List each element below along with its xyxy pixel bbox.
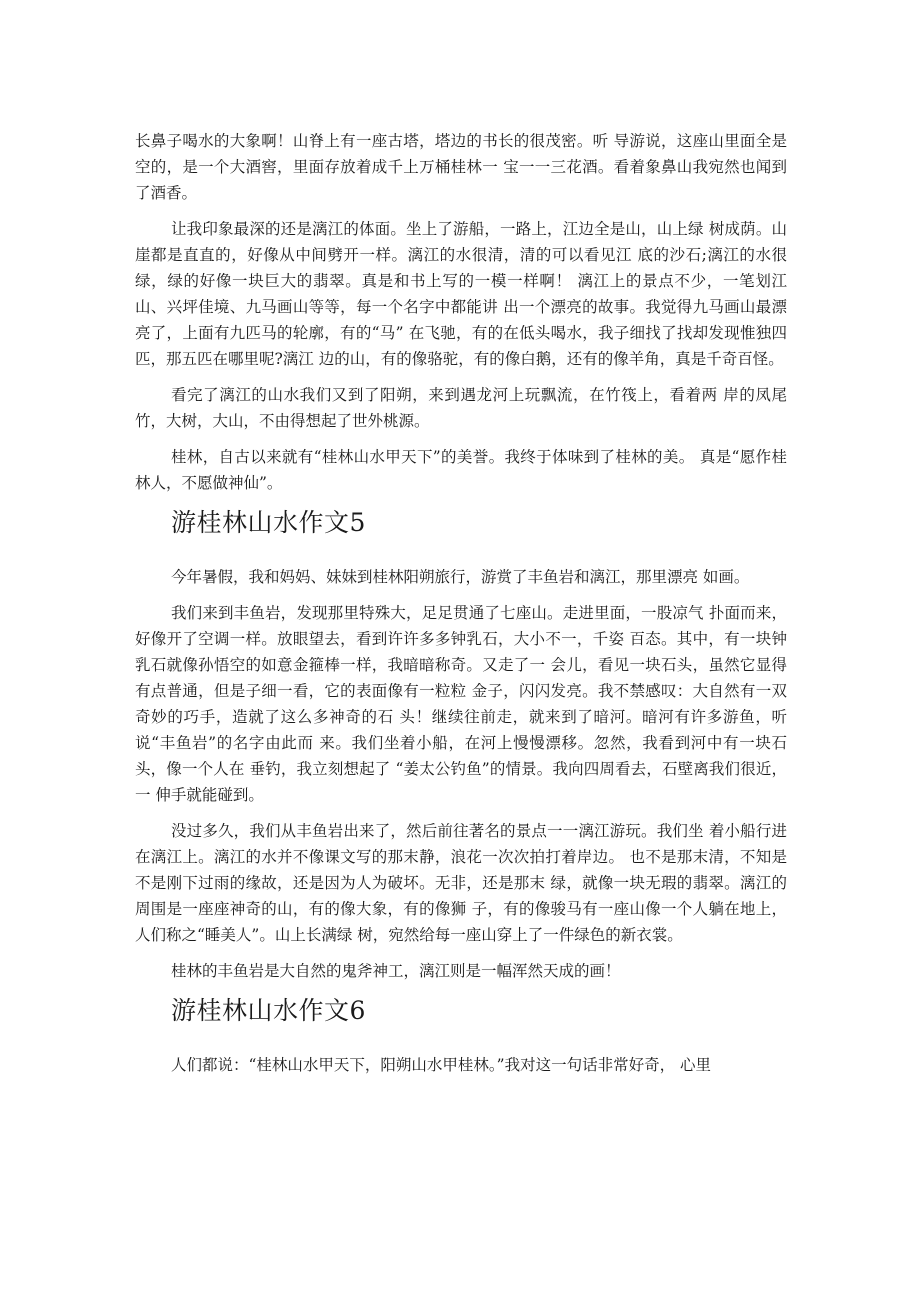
paragraph: 看完了漓江的山水我们又到了阳朔，来到遇龙河上玩飘流，在竹筏上，看着两 岸的凤尾竹，大树，大山，不由得想起了世外桃源。 <box>135 386 787 430</box>
paragraph: 没过多久，我们从丰鱼岩出来了，然后前往著名的景点一一漓江游玩。我们坐 着小船行进在漓江上。漓江的水并不像课文写的那末静，浪花一次次拍打着岸边。 也不是那末清，不知是不是刚下过雨的缘故，还是因为人为破坏。无非，还是那末 绿，就像一块无瑕的翡翠。漓江的周围是一座座神奇的山，有的像大象，有的像狮 子，有的像骏马有一座山像一个人躺在地上，人们称之“睡美人”。山上长满绿 树，宛然给每一座山穿上了一件绿色的新衣裳。 <box>135 822 787 944</box>
paragraph: 我们来到丰鱼岩，发现那里特殊大，足足贯通了七座山。走进里面，一股凉气 扑面而来，好像开了空调一样。放眼望去，看到许许多多钟乳石，大小不一，千姿 百态。其中，有一块钟乳石就像孙悟空的如意金箍棒一样，我暗暗称奇。又走了一 会儿，看见一块石头，虽然它显得有点普通，但是子细一看，它的表面像有一粒粒 金子，闪闪发亮。我不禁感叹：大自然有一双奇妙的巧手，造就了这么多神奇的石 头！继续往前走，就来到了暗河。暗河有许多游鱼，听说“丰鱼岩”的名字由此而 来。我们坐着小船，在河上慢慢漂移。忽然，我看到河中有一块石头，像一个人在 垂钓，我立刻想起了 “姜太公钓鱼”的情景。我向四周看去，石壁离我们很近，一 伸手就能碰到。 <box>135 604 787 804</box>
paragraph: 长鼻子喝水的大象啊！山脊上有一座古塔，塔边的书长的很茂密。听 导游说，这座山里面全是空的，是一个大酒窖，里面存放着成千上万桶桂林一 宝一一三花酒。看着象鼻山我宛然也闻到了酒香。 <box>135 132 787 202</box>
paragraph: 桂林，自古以来就有“桂林山水甲天下”的美誉。我终于体味到了桂林的美。 真是“愿作桂林人，不愿做神仙”。 <box>135 448 787 492</box>
section-heading: 游桂林山水作文5 <box>171 508 366 537</box>
paragraph: 让我印象最深的还是漓江的体面。坐上了游船，一路上，江边全是山，山上绿 树成荫。山崖都是直直的，好像从中间劈开一样。漓江的水很清，清的可以看见江 底的沙石;漓江的水很绿，绿的好像一块巨大的翡翠。真是和书上写的一模一样啊！ 漓江上的景点不少，一笔划江山、兴坪佳境、九马画山等等，每一个名字中都能讲 出一个漂亮的故事。我觉得九马画山最漂亮了，上面有九匹马的轮廓，有的“马” 在飞驰，有的在低头喝水，我子细找了找却发现惟独四匹，那五匹在哪里呢?漓江 边的山，有的像骆驼，有的像白鹅，还有的像羊角，真是千奇百怪。 <box>135 220 787 368</box>
section-heading: 游桂林山水作文6 <box>171 996 366 1025</box>
paragraph: 今年暑假，我和妈妈、妹妹到桂林阳朔旅行，游赏了丰鱼岩和漓江，那里漂亮 如画。 <box>171 568 750 586</box>
document-page <box>135 128 787 1088</box>
paragraph: 人们都说：“桂林山水甲天下，阳朔山水甲桂林。”我对这一句话非常好奇， 心里 <box>171 1056 712 1074</box>
paragraph: 桂林的丰鱼岩是大自然的鬼斧神工，漓江则是一幅浑然天成的画！ <box>171 962 621 980</box>
